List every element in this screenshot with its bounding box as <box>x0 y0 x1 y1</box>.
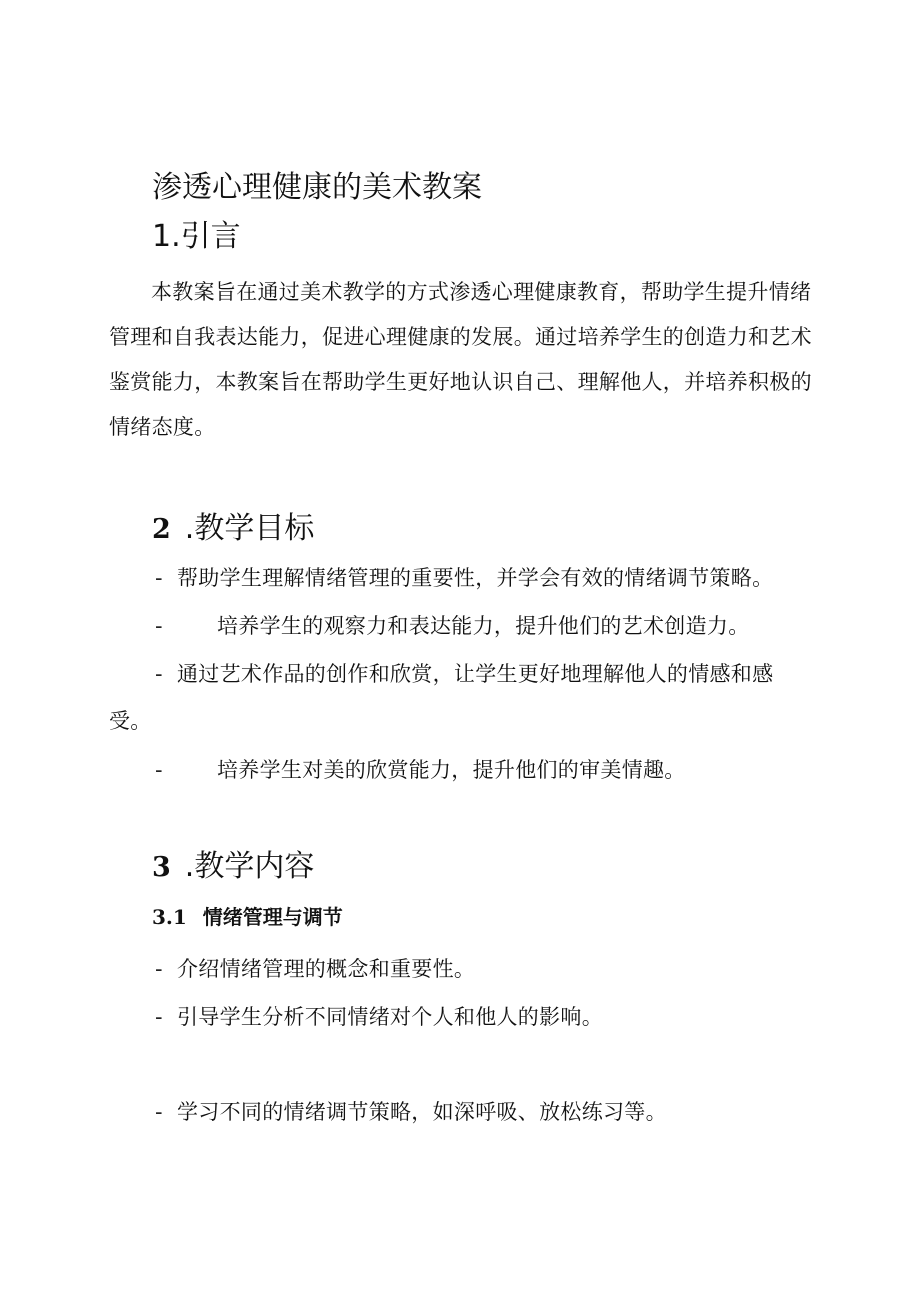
list-item-text: 帮助学生理解情绪管理的重要性，并学会有效的情绪调节策略。 <box>177 566 774 590</box>
subsection-number: 3.1 <box>152 905 187 929</box>
section-heading-content <box>152 848 314 887</box>
list-item-text: 培养学生对美的欣赏能力，提升他们的审美情趣。 <box>217 758 686 782</box>
dash-bullet: - <box>155 614 163 638</box>
dash-bullet: - <box>155 758 163 782</box>
intro-paragraph: 本教案旨在通过美术教学的方式渗透心理健康教育，帮助学生提升情绪管理和自我表达能力，促进心理健康的发展。通过培养学生的创造力和艺术鉴赏能力，本教案旨在帮助学生更好地认识自己、理解他人，并培养积极的情绪态度。 <box>109 280 812 439</box>
list-item-text: 学习不同的情绪调节策略，如深呼吸、放松练习等。 <box>177 1100 667 1124</box>
list-item-text: 介绍情绪管理的概念和重要性。 <box>177 957 476 981</box>
list-item <box>155 1002 603 1032</box>
list-item-text: 引导学生分析不同情绪对个人和他人的影响。 <box>177 1005 603 1029</box>
dash-bullet: - <box>155 566 163 590</box>
dash-bullet: - <box>155 957 163 981</box>
section-heading-goals <box>152 510 314 549</box>
section-heading-text: .教学内容 <box>184 849 315 884</box>
subsection-heading-text: 情绪管理与调节 <box>202 905 343 929</box>
dash-bullet: - <box>155 1005 163 1029</box>
document-title: 渗透心理健康的美术教案 <box>152 170 482 205</box>
list-item-text: 通过艺术作品的创作和欣赏，让学生更好地理解他人的情感和感 <box>177 662 774 686</box>
section-heading-intro: 1.引言 <box>152 219 241 254</box>
list-item <box>155 563 773 593</box>
list-item <box>155 1097 667 1127</box>
list-item-continuation: 受。 <box>109 709 152 733</box>
dash-bullet: - <box>155 662 163 686</box>
list-item-text: 培养学生的观察力和表达能力，提升他们的艺术创造力。 <box>217 614 750 638</box>
dash-bullet: - <box>155 1100 163 1124</box>
list-item <box>155 755 686 785</box>
list-item <box>155 659 773 689</box>
section-number: 2 <box>152 514 171 545</box>
subsection-heading <box>152 902 343 932</box>
section-number: 3 <box>152 852 171 883</box>
section-heading-text: .教学目标 <box>184 511 315 546</box>
list-item <box>155 611 750 641</box>
list-item <box>155 954 475 984</box>
